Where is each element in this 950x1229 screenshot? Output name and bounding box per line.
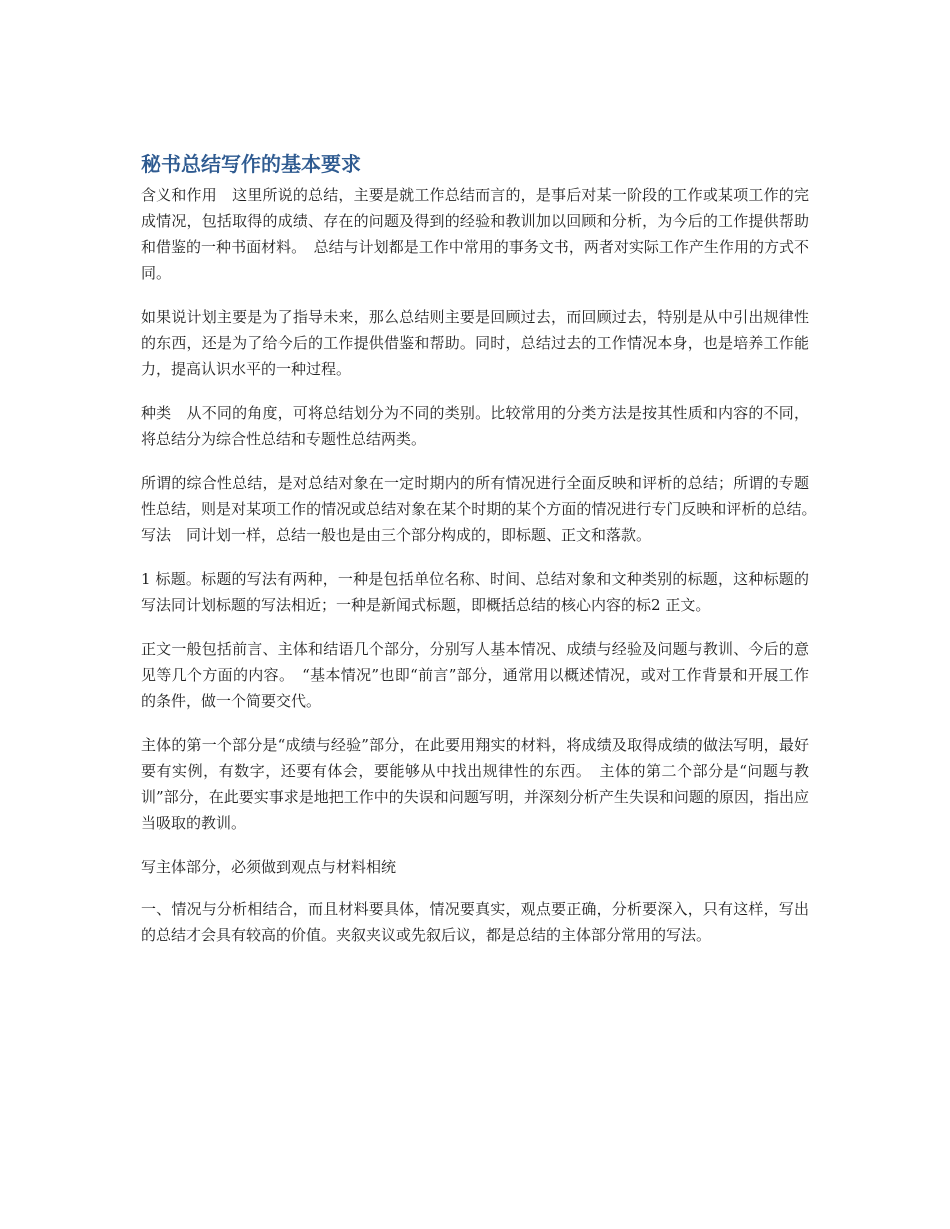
paragraph-main-body-parts: 主体的第一个部分是“成绩与经验”部分，在此要用翔实的材料，将成绩及取得成绩的做法写明，最好要有实例，有数字，还要有体会，要能够从中找出规律性的东西。 主体的第二个部分是“问题与教训”部分，在此要实事求是地把工作中的失误和问题写明，并深刻分析产生失误和问题的原因，指出应当吸取的教训。: [141, 736, 809, 832]
paragraph-title-section: 1 标题。标题的写法有两种，一种是包括单位名称、时间、总结对象和文种类别的标题，这种标题的写法同计划标题的写法相近；一种是新闻式标题，即概括总结的核心内容的标2 正文。: [141, 570, 809, 614]
document-page: [141, 150, 825, 966]
paragraph-comprehensive-vs-special: 所谓的综合性总结，是对总结对象在一定时期内的所有情况进行全面反映和评析的总结；所谓的专题性总结，则是对某项工作的情况或总结对象在某个时期的某个方面的情况进行专门反映和评析的总结。 写法 同计划一样，总结一般也是由三个部分构成的，即标题、正文和落款。: [141, 474, 825, 544]
paragraph-definition: 含义和作用 这里所说的总结，主要是就工作总结而言的，是事后对某一阶段的工作或某项工作的完成情况，包括取得的成绩、存在的问题及得到的经验和教训加以回顾和分析，为今后的工作提供帮助和借鉴的一种书面材料。 总结与计划都是工作中常用的事务文书，两者对实际工作产生作用的方式不同。: [141, 186, 809, 282]
paragraph-plan-vs-summary: 如果说计划主要是为了指导未来，那么总结则主要是回顾过去，而回顾过去，特别是从中引出规律性的东西，还是为了给今后的工作提供借鉴和帮助。同时，总结过去的工作情况本身，也是培养工作能力，提高认识水平的一种过程。: [141, 308, 809, 378]
paragraph-analysis-combination: 一、情况与分析相结合，而且材料要具体，情况要真实，观点要正确，分析要深入，只有这样，写出的总结才会具有较高的价值。夹叙夹议或先叙后议，都是总结的主体部分常用的写法。: [141, 900, 809, 944]
paragraph-body-section: 正文一般包括前言、主体和结语几个部分，分别写人基本情况、成绩与经验及问题与教训、今后的意见等几个方面的内容。 “基本情况”也即“前言”部分，通常用以概述情况，或对工作背景和开展工作的条件，做一个简要交代。: [141, 640, 809, 710]
document-title: 秘书总结写作的基本要求: [141, 152, 361, 176]
paragraph-types: 种类 从不同的角度，可将总结划分为不同的类别。比较常用的分类方法是按其性质和内容的不同，将总结分为综合性总结和专题性总结两类。: [141, 404, 809, 448]
paragraph-unity-requirement: 写主体部分，必须做到观点与材料相统: [141, 858, 397, 876]
